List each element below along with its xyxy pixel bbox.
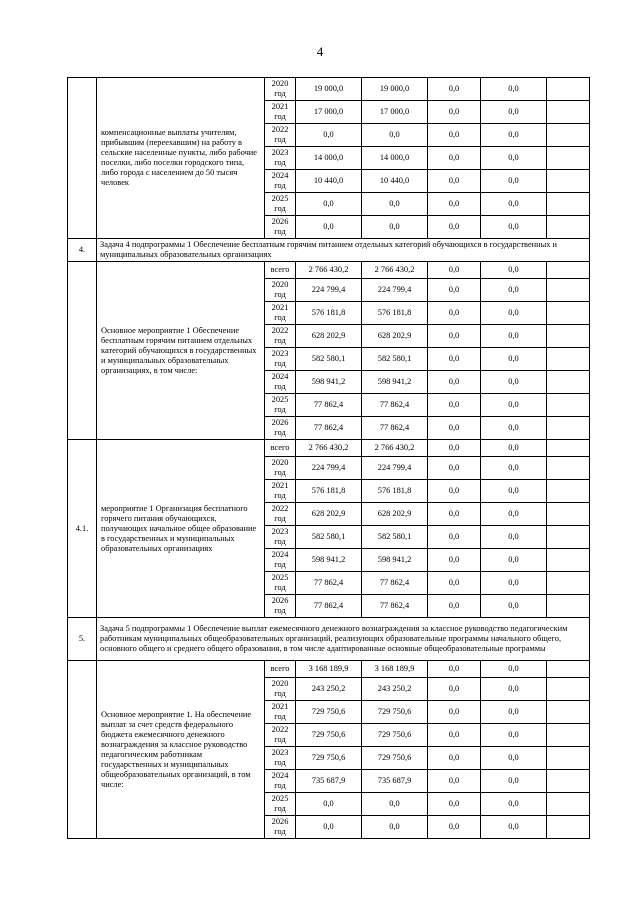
- federal-budget-cell: 0,0: [428, 262, 481, 279]
- municipal-budget-cell: 0,0: [481, 348, 547, 371]
- task-number: 4.: [68, 239, 97, 262]
- year-cell: 2022 год: [265, 503, 296, 526]
- regional-budget-cell: 729 750,6: [362, 724, 428, 747]
- municipal-budget-cell: 0,0: [481, 394, 547, 417]
- item-description: Основное мероприятие 1. На обеспечение выплат за счет средств федерального бюджета ежемесячного денежного вознаграждения за классное руководство педагогическим работникам государственных и муниципальных общеобразовательных организаций, в том числе:: [97, 661, 265, 839]
- federal-budget-cell: 0,0: [428, 457, 481, 480]
- municipal-budget-cell: 0,0: [481, 661, 547, 678]
- item-description: мероприятие 1 Организация бесплатного горячего питания обучающихся, получающих начальное общее образование в государственных и муниципальных образовательных организациях: [97, 440, 265, 618]
- municipal-budget-cell: 0,0: [481, 701, 547, 724]
- task-number: 5.: [68, 618, 97, 661]
- municipal-budget-cell: 0,0: [481, 302, 547, 325]
- municipal-budget-cell: 0,0: [481, 793, 547, 816]
- federal-budget-cell: 0,0: [428, 480, 481, 503]
- total-cell: 224 799,4: [296, 457, 362, 480]
- total-cell: 10 440,0: [296, 170, 362, 193]
- other-sources-cell: [547, 816, 590, 839]
- item-description: Основное мероприятие 1 Обеспечение бесплатным горячим питанием отдельных категорий обучающихся в государственных и муниципальных образовательных организациях, в том числе:: [97, 262, 265, 440]
- federal-budget-cell: 0,0: [428, 503, 481, 526]
- table-row: [68, 78, 590, 101]
- other-sources-cell: [547, 101, 590, 124]
- regional-budget-cell: 576 181,8: [362, 480, 428, 503]
- year-cell: 2021 год: [265, 480, 296, 503]
- other-sources-cell: [547, 549, 590, 572]
- total-cell: 224 799,4: [296, 279, 362, 302]
- regional-budget-cell: 77 862,4: [362, 394, 428, 417]
- table-row: [68, 661, 590, 678]
- municipal-budget-cell: 0,0: [481, 417, 547, 440]
- other-sources-cell: [547, 480, 590, 503]
- total-cell: 14 000,0: [296, 147, 362, 170]
- year-cell: 2024 год: [265, 770, 296, 793]
- total-cell: 576 181,8: [296, 480, 362, 503]
- total-cell: 598 941,2: [296, 549, 362, 572]
- federal-budget-cell: 0,0: [428, 124, 481, 147]
- total-cell: 77 862,4: [296, 394, 362, 417]
- year-cell: 2023 год: [265, 147, 296, 170]
- regional-budget-cell: 735 687,9: [362, 770, 428, 793]
- regional-budget-cell: 0,0: [362, 816, 428, 839]
- municipal-budget-cell: 0,0: [481, 480, 547, 503]
- municipal-budget-cell: 0,0: [481, 78, 547, 101]
- other-sources-cell: [547, 348, 590, 371]
- total-cell: 628 202,9: [296, 325, 362, 348]
- federal-budget-cell: 0,0: [428, 101, 481, 124]
- municipal-budget-cell: 0,0: [481, 170, 547, 193]
- municipal-budget-cell: 0,0: [481, 770, 547, 793]
- municipal-budget-cell: 0,0: [481, 262, 547, 279]
- year-cell: 2026 год: [265, 216, 296, 239]
- municipal-budget-cell: 0,0: [481, 147, 547, 170]
- year-cell: 2023 год: [265, 526, 296, 549]
- total-cell: 0,0: [296, 816, 362, 839]
- regional-budget-cell: 19 000,0: [362, 78, 428, 101]
- item-number: [68, 661, 97, 839]
- federal-budget-cell: 0,0: [428, 701, 481, 724]
- federal-budget-cell: 0,0: [428, 816, 481, 839]
- other-sources-cell: [547, 661, 590, 678]
- year-cell: 2024 год: [265, 371, 296, 394]
- municipal-budget-cell: 0,0: [481, 595, 547, 618]
- federal-budget-cell: 0,0: [428, 348, 481, 371]
- year-cell: всего: [265, 440, 296, 457]
- other-sources-cell: [547, 440, 590, 457]
- item-number: [68, 78, 97, 239]
- federal-budget-cell: 0,0: [428, 325, 481, 348]
- regional-budget-cell: 729 750,6: [362, 701, 428, 724]
- other-sources-cell: [547, 503, 590, 526]
- year-cell: 2021 год: [265, 302, 296, 325]
- other-sources-cell: [547, 701, 590, 724]
- other-sources-cell: [547, 193, 590, 216]
- regional-budget-cell: 0,0: [362, 124, 428, 147]
- table-body: [68, 78, 590, 839]
- regional-budget-cell: 598 941,2: [362, 371, 428, 394]
- item-description: компенсационные выплаты учителям, прибывшим (переехавшим) на работу в сельские населенные пункты, либо рабочие поселки, либо поселки городского типа, либо города с населением до 50 тысяч человек: [97, 78, 265, 239]
- total-cell: 0,0: [296, 793, 362, 816]
- municipal-budget-cell: 0,0: [481, 503, 547, 526]
- page-number: 4: [316, 44, 324, 59]
- year-cell: 2026 год: [265, 417, 296, 440]
- municipal-budget-cell: 0,0: [481, 124, 547, 147]
- total-cell: 77 862,4: [296, 417, 362, 440]
- regional-budget-cell: 576 181,8: [362, 302, 428, 325]
- year-cell: 2022 год: [265, 325, 296, 348]
- other-sources-cell: [547, 724, 590, 747]
- year-cell: 2026 год: [265, 816, 296, 839]
- other-sources-cell: [547, 793, 590, 816]
- table-row: [68, 440, 590, 457]
- regional-budget-cell: 14 000,0: [362, 147, 428, 170]
- municipal-budget-cell: 0,0: [481, 457, 547, 480]
- task-row: [68, 618, 590, 661]
- other-sources-cell: [547, 124, 590, 147]
- municipal-budget-cell: 0,0: [481, 440, 547, 457]
- municipal-budget-cell: 0,0: [481, 572, 547, 595]
- other-sources-cell: [547, 770, 590, 793]
- year-cell: 2025 год: [265, 193, 296, 216]
- municipal-budget-cell: 0,0: [481, 678, 547, 701]
- total-cell: 0,0: [296, 216, 362, 239]
- year-cell: 2020 год: [265, 279, 296, 302]
- regional-budget-cell: 2 766 430,2: [362, 440, 428, 457]
- other-sources-cell: [547, 216, 590, 239]
- total-cell: 17 000,0: [296, 101, 362, 124]
- federal-budget-cell: 0,0: [428, 549, 481, 572]
- regional-budget-cell: 0,0: [362, 216, 428, 239]
- task-title: Задача 5 подпрограммы 1 Обеспечение выплат ежемесячного денежного вознаграждения за классное руководство педагогическим работникам муниципальных общеобразовательных организаций, реализующих образовательные программы начального общего, основного общего и среднего общего образования, в том числе адаптированные основные общеобразовательные программы: [97, 618, 590, 661]
- total-cell: 2 766 430,2: [296, 440, 362, 457]
- year-cell: 2022 год: [265, 124, 296, 147]
- total-cell: 735 687,9: [296, 770, 362, 793]
- federal-budget-cell: 0,0: [428, 440, 481, 457]
- municipal-budget-cell: 0,0: [481, 816, 547, 839]
- year-cell: 2023 год: [265, 747, 296, 770]
- total-cell: 3 168 189,9: [296, 661, 362, 678]
- year-cell: всего: [265, 262, 296, 279]
- federal-budget-cell: 0,0: [428, 170, 481, 193]
- total-cell: 243 250,2: [296, 678, 362, 701]
- year-cell: 2025 год: [265, 572, 296, 595]
- federal-budget-cell: 0,0: [428, 770, 481, 793]
- regional-budget-cell: 77 862,4: [362, 417, 428, 440]
- regional-budget-cell: 582 580,1: [362, 526, 428, 549]
- other-sources-cell: [547, 457, 590, 480]
- other-sources-cell: [547, 147, 590, 170]
- total-cell: 582 580,1: [296, 526, 362, 549]
- year-cell: 2024 год: [265, 170, 296, 193]
- total-cell: 729 750,6: [296, 724, 362, 747]
- other-sources-cell: [547, 170, 590, 193]
- total-cell: 2 766 430,2: [296, 262, 362, 279]
- regional-budget-cell: 0,0: [362, 193, 428, 216]
- regional-budget-cell: 2 766 430,2: [362, 262, 428, 279]
- year-cell: 2026 год: [265, 595, 296, 618]
- municipal-budget-cell: 0,0: [481, 747, 547, 770]
- federal-budget-cell: 0,0: [428, 526, 481, 549]
- federal-budget-cell: 0,0: [428, 747, 481, 770]
- other-sources-cell: [547, 371, 590, 394]
- year-cell: 2023 год: [265, 348, 296, 371]
- regional-budget-cell: 224 799,4: [362, 457, 428, 480]
- municipal-budget-cell: 0,0: [481, 371, 547, 394]
- federal-budget-cell: 0,0: [428, 572, 481, 595]
- federal-budget-cell: 0,0: [428, 417, 481, 440]
- other-sources-cell: [547, 78, 590, 101]
- year-cell: 2022 год: [265, 724, 296, 747]
- year-cell: 2025 год: [265, 394, 296, 417]
- year-cell: 2024 год: [265, 549, 296, 572]
- federal-budget-cell: 0,0: [428, 216, 481, 239]
- federal-budget-cell: 0,0: [428, 147, 481, 170]
- regional-budget-cell: 224 799,4: [362, 279, 428, 302]
- regional-budget-cell: 628 202,9: [362, 503, 428, 526]
- regional-budget-cell: 0,0: [362, 793, 428, 816]
- regional-budget-cell: 10 440,0: [362, 170, 428, 193]
- item-number: 4.1.: [68, 440, 97, 618]
- federal-budget-cell: 0,0: [428, 661, 481, 678]
- other-sources-cell: [547, 394, 590, 417]
- federal-budget-cell: 0,0: [428, 78, 481, 101]
- municipal-budget-cell: 0,0: [481, 216, 547, 239]
- item-number: [68, 262, 97, 440]
- other-sources-cell: [547, 417, 590, 440]
- year-cell: 2025 год: [265, 793, 296, 816]
- budget-table: [67, 77, 590, 839]
- total-cell: 576 181,8: [296, 302, 362, 325]
- federal-budget-cell: 0,0: [428, 279, 481, 302]
- regional-budget-cell: 3 168 189,9: [362, 661, 428, 678]
- total-cell: 77 862,4: [296, 572, 362, 595]
- federal-budget-cell: 0,0: [428, 394, 481, 417]
- other-sources-cell: [547, 325, 590, 348]
- total-cell: 0,0: [296, 124, 362, 147]
- year-cell: всего: [265, 661, 296, 678]
- other-sources-cell: [547, 747, 590, 770]
- year-cell: 2021 год: [265, 101, 296, 124]
- federal-budget-cell: 0,0: [428, 371, 481, 394]
- year-cell: 2020 год: [265, 678, 296, 701]
- total-cell: 598 941,2: [296, 371, 362, 394]
- municipal-budget-cell: 0,0: [481, 724, 547, 747]
- other-sources-cell: [547, 279, 590, 302]
- year-cell: 2020 год: [265, 457, 296, 480]
- federal-budget-cell: 0,0: [428, 678, 481, 701]
- federal-budget-cell: 0,0: [428, 193, 481, 216]
- year-cell: 2021 год: [265, 701, 296, 724]
- federal-budget-cell: 0,0: [428, 595, 481, 618]
- total-cell: 582 580,1: [296, 348, 362, 371]
- regional-budget-cell: 17 000,0: [362, 101, 428, 124]
- regional-budget-cell: 729 750,6: [362, 747, 428, 770]
- total-cell: 77 862,4: [296, 595, 362, 618]
- federal-budget-cell: 0,0: [428, 793, 481, 816]
- municipal-budget-cell: 0,0: [481, 279, 547, 302]
- total-cell: 0,0: [296, 193, 362, 216]
- regional-budget-cell: 582 580,1: [362, 348, 428, 371]
- total-cell: 19 000,0: [296, 78, 362, 101]
- total-cell: 729 750,6: [296, 701, 362, 724]
- other-sources-cell: [547, 262, 590, 279]
- municipal-budget-cell: 0,0: [481, 101, 547, 124]
- municipal-budget-cell: 0,0: [481, 549, 547, 572]
- municipal-budget-cell: 0,0: [481, 526, 547, 549]
- municipal-budget-cell: 0,0: [481, 325, 547, 348]
- federal-budget-cell: 0,0: [428, 724, 481, 747]
- other-sources-cell: [547, 302, 590, 325]
- other-sources-cell: [547, 595, 590, 618]
- municipal-budget-cell: 0,0: [481, 193, 547, 216]
- task-row: [68, 239, 590, 262]
- regional-budget-cell: 243 250,2: [362, 678, 428, 701]
- total-cell: 729 750,6: [296, 747, 362, 770]
- other-sources-cell: [547, 572, 590, 595]
- regional-budget-cell: 77 862,4: [362, 595, 428, 618]
- regional-budget-cell: 628 202,9: [362, 325, 428, 348]
- regional-budget-cell: 598 941,2: [362, 549, 428, 572]
- regional-budget-cell: 77 862,4: [362, 572, 428, 595]
- other-sources-cell: [547, 678, 590, 701]
- other-sources-cell: [547, 526, 590, 549]
- year-cell: 2020 год: [265, 78, 296, 101]
- total-cell: 628 202,9: [296, 503, 362, 526]
- task-title: Задача 4 подпрограммы 1 Обеспечение бесплатным горячим питанием отдельных категорий обучающихся в государственных и муниципальных образовательных организациях: [97, 239, 590, 262]
- table-row: [68, 262, 590, 279]
- federal-budget-cell: 0,0: [428, 302, 481, 325]
